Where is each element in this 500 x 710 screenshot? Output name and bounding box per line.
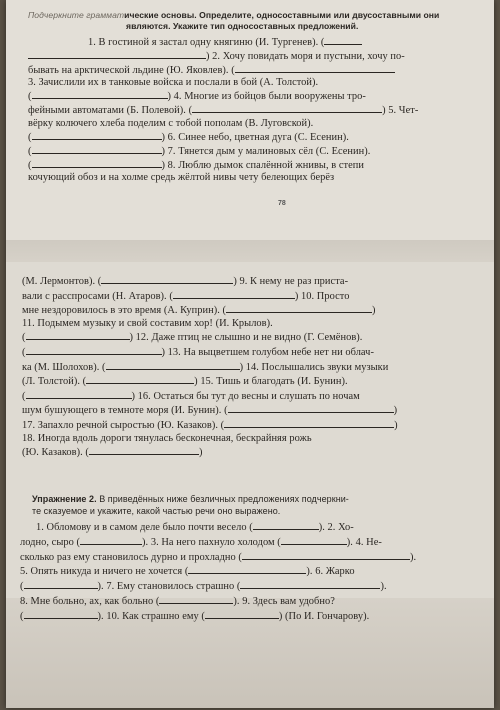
handwritten-note: Подчеркните граммат (28, 10, 125, 20)
sentence-line: шум бушующего в темноте моря (И. Бунин). ( ) (22, 405, 398, 417)
sentence-line: 8. Мне больно, ах, как больно ( ). 9. Здесь вам удобно? (20, 595, 335, 607)
sentence-line: 5. Опять никуда и ничего не хочется ( ). 6. Жарко (20, 566, 355, 578)
sentence-line: ( ). 10. Как страшно ему ( ) (По И. Гончарову). (20, 610, 370, 622)
sentence-line: (М. Лермонтов). ( ) 9. К нему не раз приста- (22, 276, 349, 287)
sentence-line: 1. В гостиной я застал одну княгиню (И. Тургенев). ( (28, 35, 478, 49)
sentence-line: вёрку колючего хлеба поделим с тобой пополам (В. Луговской). (28, 117, 314, 129)
workbook-sheet (6, 0, 494, 708)
sentence-line: ( ) 4. Многие из бойцов были вооружены тро- (28, 91, 366, 103)
bottom-page-text (22, 274, 484, 460)
sentence-line: ( ) 12. Даже птиц не слышно и не видно (Г. Семёнов). (22, 332, 363, 344)
sentence-line: ( ) 16. Остаться бы тут до весны и слушать по ночам (22, 390, 360, 402)
sentence-line: фейными автоматами (Б. Полевой). ( ) 5. Чет- (28, 105, 419, 117)
sentence-line: вали с расспросами (Н. Атаров). ( ) 10. Просто (22, 290, 350, 302)
sentence-line: 11. Подымем музыку и свой составим хор! (И. Крылов). (22, 317, 273, 329)
instruction-line-2: являются. Укажите тип односоставных предложений. (126, 21, 359, 31)
sentence-line: ка (М. Шолохов). ( ) 14. Послышались звуки музыки (22, 361, 389, 373)
exercise-2-text (20, 520, 486, 624)
exercise-2-instruction: Упражнение 2. В приведённых ниже безличных предложениях подчеркни- (32, 494, 349, 504)
sentence-line: лодно, сыро ( ). 3. На него пахнуло холодом ( ). 4. Не- (20, 536, 382, 548)
sentence-line: ( ) 8. Люблю дымок спалённой жнивы, в степи (28, 159, 365, 171)
sentence-line: ( ) 6. Синее небо, цветная дуга (С. Есенин). (28, 131, 349, 143)
sentence-line: бывать на арктической льдине (Ю. Яковлев). ( (28, 63, 478, 77)
instruction: Подчеркните грамматические основы. Определите, односоставными или двусоставными они (28, 10, 440, 20)
sentence-line: сколько раз ему становилось дурно и прохладно ( ). (20, 551, 417, 563)
sentence-line: 17. Запахло речной сыростью (Ю. Казаков). ( ) (22, 419, 398, 431)
sentence-line: мне нездоровилось в это время (А. Куприн). ( ) (22, 305, 376, 317)
sentence-line: 18. Иногда вдоль дороги тянулась бесконечная, бескрайняя рожь (22, 432, 312, 444)
sentence-line: (Ю. Казаков). ( ) (22, 447, 203, 459)
sentence-line: ) 2. Хочу повидать моря и пустыни, хочу по- (28, 49, 478, 63)
exercise-2-instruction-line-2: те сказуемое и укажите, какой частью речи оно выражено. (32, 505, 281, 516)
sentence-line: 3. Зачислили их в танковые войска и послали в бой (А. Толстой). (28, 77, 319, 89)
page-number: 78 (278, 200, 286, 207)
exercise-2 (32, 494, 482, 517)
top-page-text (28, 10, 478, 184)
sentence-line: ( ) 7. Тянется дым у малиновых сёл (С. Есенин). (28, 145, 371, 157)
sentence-line: ( ) 13. На выцветшем голубом небе нет ни облач- (22, 346, 374, 358)
sentence-line: (Л. Толстой). ( ) 15. Тишь и благодать (И. Бунин). (22, 376, 348, 388)
sentence-line: кочующий обоз и на холме средь жёлтой нивы чету белеющих берёз (28, 171, 335, 183)
sentence-line: ( ). 7. Ему становилось страшно ( ). (20, 581, 387, 593)
sentence-line: 1. Обломову и в самом деле было почти весело ( ). 2. Хо- (36, 522, 354, 533)
